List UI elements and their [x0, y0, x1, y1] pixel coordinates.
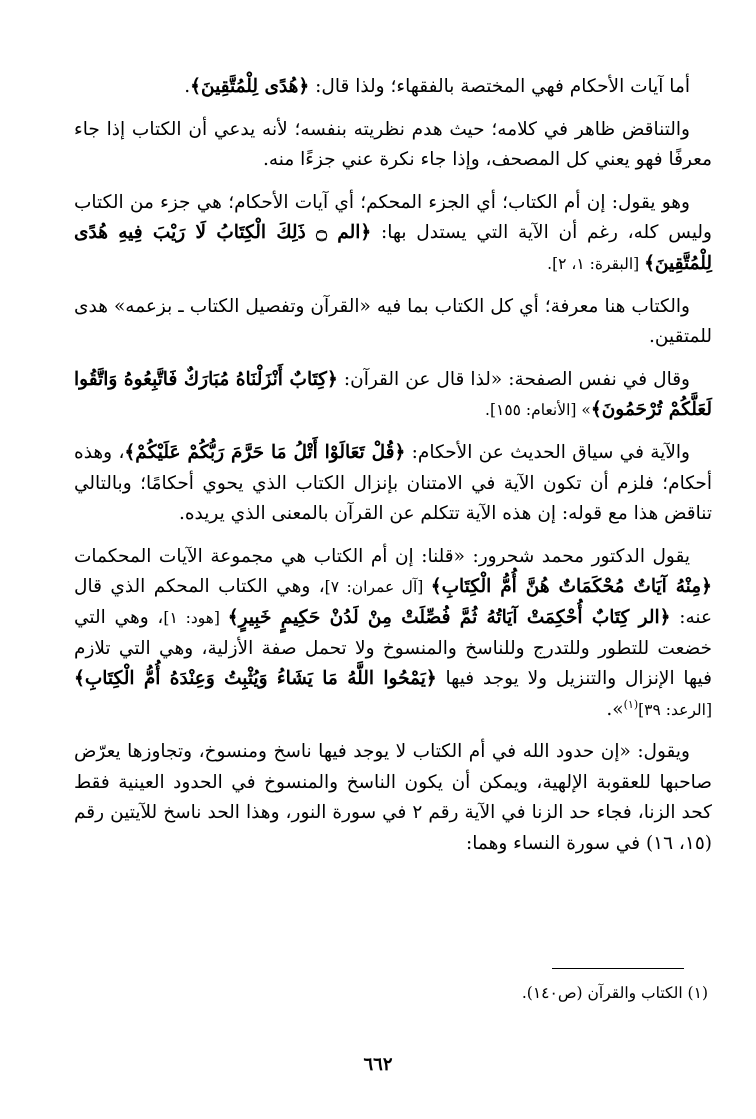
- quran-verse: ﴿هُدًى لِلْمُتَّقِينَ﴾: [190, 76, 310, 97]
- quran-verse: ﴿يَمْحُوا اللَّهُ مَا يَشَاءُ وَيُثْبِتُ وَعِنْدَهُ أُمُّ الْكِتَابِ﴾: [74, 668, 437, 690]
- quran-verse: ﴿الم ۝ ذَلِكَ الْكِتَابُ لَا رَيْبَ فِيهِ هُدًى لِلْمُتَّقِينَ﴾: [74, 222, 712, 274]
- body-text: [74, 72, 712, 872]
- footnote: (١) الكتاب والقرآن (ص١٤٠).: [521, 984, 708, 1002]
- quran-verse: ﴿مِنْهُ آيَاتٌ مُحْكَمَاتٌ هُنَّ أُمُّ الْكِتَابِ﴾: [430, 576, 712, 598]
- paragraph-text: يقول الدكتور محمد شحرور: «قلنا: إن أم الكتاب هي مجموعة الآيات المحكمات: [74, 545, 690, 567]
- verse-reference: [آل عمران: ٧]: [324, 578, 431, 597]
- page-number: ٦٦٢: [363, 1054, 393, 1075]
- paragraph: [74, 72, 712, 103]
- paragraph-text: ».: [606, 698, 624, 720]
- footnote-divider: [552, 968, 684, 969]
- paragraph-text: والتناقض ظاهر في كلامه؛ حيث هدم نظريته بنفسه؛ لأنه يدعي أن الكتاب إذا جاء معرفًا فهو يعني كل المصحف، وإذا جاء نكرة عني جزءًا منه.: [74, 118, 712, 171]
- paragraph-text: ، وهي التي خضعت للتطور وللتدرج وللناسخ والمنسوخ ولا تحمل صفة الأزلية، وهي التي تلازم فيها الإنزال والتنزيل ولا يوجد فيها: [74, 606, 712, 690]
- paragraph-text: وهو يقول: إن أم الكتاب؛ أي الجزء المحكم؛ أي آيات الأحكام؛ هي جزء من الكتاب وليس كله، رغم أن الآية التي يستدل بها:: [74, 191, 712, 244]
- quran-verse: ﴿كِتَابٌ أَنْزَلْنَاهُ مُبَارَكٌ فَاتَّبِعُوهُ وَاتَّقُوا لَعَلَّكُمْ تُرْحَمُونَ﴾: [74, 368, 712, 421]
- paragraph-text: ، وهذه أحكام؛ فلزم أن تكون الآية في الامتنان بإنزال الكتاب الذي يحوي أحكامًا؛ وبالتالي تناقض هذا مع قوله: إن هذه الآية تتكلم عن القرآن بالمعنى الذي يريده.: [74, 441, 712, 525]
- verse-reference: [الرعد: ٣٩]: [638, 700, 712, 719]
- verse-reference: [هود: ١]: [163, 608, 228, 627]
- paragraph: [74, 115, 712, 176]
- quran-verse: ﴿الر كِتَابٌ أُحْكِمَتْ آيَاتُهُ ثُمَّ فُصِّلَتْ مِنْ لَدُنْ حَكِيمٍ خَبِيرٍ﴾: [227, 606, 671, 628]
- paragraph-text: ويقول: «إن حدود الله في أم الكتاب لا يوجد فيها ناسخ ومنسوخ، وتجاوزها يعرّض صاحبها للعقوبة الإلهية، ويمكن أن يكون الناسخ والمنسوخ في الحدود العينية فقط كحد الزنا، فجاء حد الزنا في الآية رقم ٢ في سورة النور، وهذا الحد ناسخ للآيتين رقم (١٥، ١٦) في سورة النساء وهما:: [74, 741, 712, 855]
- paragraph: [74, 737, 712, 859]
- paragraph: [74, 188, 712, 280]
- verse-reference: [البقرة: ١، ٢].: [547, 254, 645, 273]
- paragraph: [74, 542, 712, 726]
- paragraph: [74, 438, 712, 530]
- quran-verse: ﴿قُلْ تَعَالَوْا أَتْلُ مَا حَرَّمَ رَبُّكُمْ عَلَيْكُمْ﴾: [124, 441, 406, 463]
- paragraph: [74, 365, 712, 426]
- paragraph-text: ، وهي الكتاب المحكم الذي قال عنه:: [74, 576, 712, 628]
- paragraph-text: .: [184, 76, 191, 97]
- footnote-marker: (١): [623, 697, 639, 711]
- paragraph-text: والآية في سياق الحديث عن الأحكام:: [405, 441, 690, 463]
- paragraph-text: أما آيات الأحكام فهي المختصة بالفقهاء؛ ولذا قال:: [309, 76, 690, 97]
- paragraph-text: والكتاب هنا معرفة؛ أي كل الكتاب بما فيه «القرآن وتفصيل الكتاب ـ بزعمه» هدى للمتقين.: [74, 295, 712, 348]
- paragraph-text: وقال في نفس الصفحة: «لذا قال عن القرآن:: [337, 368, 690, 390]
- verse-reference: » [الأنعام: ١٥٥].: [485, 401, 591, 420]
- paragraph: [74, 292, 712, 353]
